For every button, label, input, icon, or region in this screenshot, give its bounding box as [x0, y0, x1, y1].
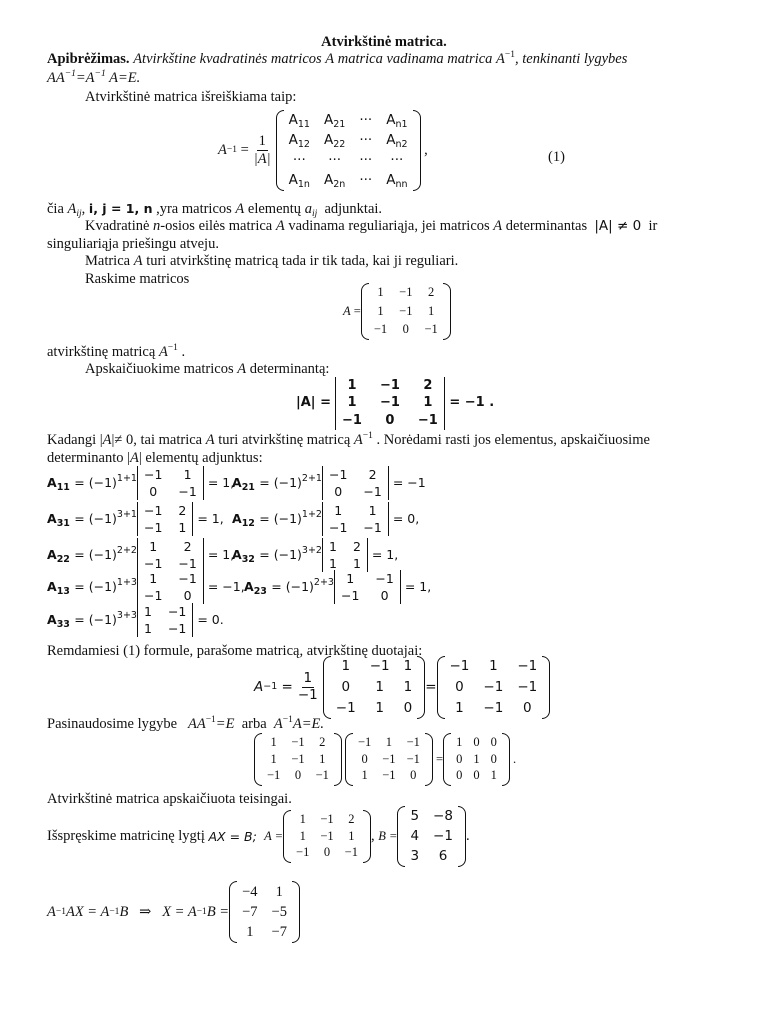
definition-paragraph: Apibrėžimas. Atvirkštine kvadratinės matricos A matrica vadinama matrica $A^{-1}$, tenkinanti lygybes [47, 50, 628, 67]
cofactor-a23: $A_{23}$ = $(-1)^{2+3}$ 1 −1 −1 0 = 1, [244, 571, 432, 603]
inverse-formula: A −1 = $\frac{1}{|A|}$ $A_{11}$ $A_{21}$ ··· $A_{n1}$ $A_{12}$ $A_{22}$ ··· $A_{n2}$ ··· ··· ··· ··· $A_{1n}$ $A_{2n}$ ··· $A_{nn}$ , [218, 112, 428, 190]
definition-equation: $AA^{-1}=A^{-1}$ A=E. [47, 69, 141, 86]
definition-text-3: , tenkinanti lygybes [515, 51, 628, 67]
final-solution: A −1 AX = A −1 B ⇒ X = A −1 B = −4 1 −7 −5 1 −7 [47, 881, 300, 943]
since-paragraph: Kadangi |A|≠ 0, tai matrica A turi atvirkštinę matricą $A^{-1}$ . Norėdami rasti jos elementus, apskaičiuosime [47, 431, 650, 448]
find-line: Raskime matricos [85, 271, 190, 287]
theorem-line: Matrica A turi atvirkštinę matricą tada ir tik tada, kai ji reguliari. [85, 253, 459, 269]
inverse-line: atvirkštinę matricą $A^{-1}$ . [47, 343, 186, 360]
definition-text-2: matrica vadinama matrica [337, 51, 493, 67]
cofactor-a31: $A_{31}$ = $(-1)^{3+1}$ −1 2 −1 1 = 1, [47, 503, 224, 535]
cofactor-a21: $A_{21}$ = $(-1)^{2+1}$ −1 2 0 −1 = −1 [232, 467, 426, 499]
expression-intro: Atvirkštinė matrica išreiškiama taip: [85, 89, 297, 105]
since-line-2: determinanto |A| elementų adjunktus: [47, 450, 263, 466]
solve-equation-line: Išspręskime matricinę lygtį AX = B; A = 1 −1 2 1 −1 1 −1 0 −1 , B = 5 −8 4 −1 3 6 . [47, 806, 470, 867]
check-equation: 1 −1 2 1 −1 1 −1 0 −1 −1 1 −1 0 −1 −1 1 −1 0 = 1 0 0 0 1 0 0 0 1 . [254, 733, 516, 786]
regular-definition: Kvadratinė n-osios eilės matrica A vadinama reguliariąja, jei matricos A determinantas |A| ≠ 0 ir [85, 218, 658, 234]
singular-definition: singuliariąja priešingu atveju. [47, 236, 219, 252]
definition-label: Apibrėžimas. [47, 51, 130, 67]
equation-number: (1) [548, 149, 565, 165]
page-title: Atvirkštinė matrica. [321, 34, 447, 50]
check-line: Pasinaudosime lygybe $AA^{-1}=E$ arba $A^{-1}A=E$. [47, 715, 324, 732]
using-formula-line: Remdamiesi (1) formule, parašome matricą, atvirkštinę duotajai: [47, 643, 423, 659]
inverse-matrix-result: A −1 = $\frac{1}{-1}$ 1 −1 1 0 1 1 −1 1 0 = −1 1 −1 0 −1 −1 1 −1 0 [254, 656, 550, 719]
cofactor-a33: $A_{33}$ = $(-1)^{3+3}$ 1 −1 1 −1 = 0. [47, 604, 224, 636]
adjugate-matrix: $A_{11}$ $A_{21}$ ··· $A_{n1}$ $A_{12}$ $A_{22}$ ··· $A_{n2}$ ··· ··· ··· ··· $A_{1n}$ $A_{2n}$ ··· $A_{nn}$ [276, 110, 421, 191]
definition-text-1: Atvirkštine kvadratinės matricos [133, 51, 322, 67]
determinant-intro: Apskaičiuokime matricos A determinantą: [85, 361, 330, 377]
where-line: čia $A_{ij}$, i, j = 1, n ,yra matricos A elementų $a_{ij}$ adjunktai. [47, 201, 383, 219]
cofactor-a12: $A_{12}$ = $(-1)^{1+2}$ 1 1 −1 −1 = 0, [232, 503, 420, 535]
cofactor-a32: $A_{32}$ = $(-1)^{3+2}$ 1 2 1 1 = 1, [232, 539, 399, 571]
matrix-a: A = 1 −1 2 1 −1 1 −1 0 −1 [343, 283, 451, 340]
cofactor-a11: $A_{11}$ = $(-1)^{1+1}$ −1 1 0 −1 = 1, [47, 467, 235, 499]
determinant-formula: |A| = 1 −1 2 1 −1 1 −1 0 −1 = −1 . [296, 377, 494, 430]
cofactor-a22: $A_{22}$ = $(-1)^{2+2}$ 1 2 −1 −1 = 1, [47, 539, 235, 571]
cofactor-a13: $A_{13}$ = $(-1)^{1+3}$ 1 −1 −1 0 = −1, [47, 571, 245, 603]
correct-line: Atvirkštinė matrica apskaičiuota teisingai. [47, 791, 292, 807]
